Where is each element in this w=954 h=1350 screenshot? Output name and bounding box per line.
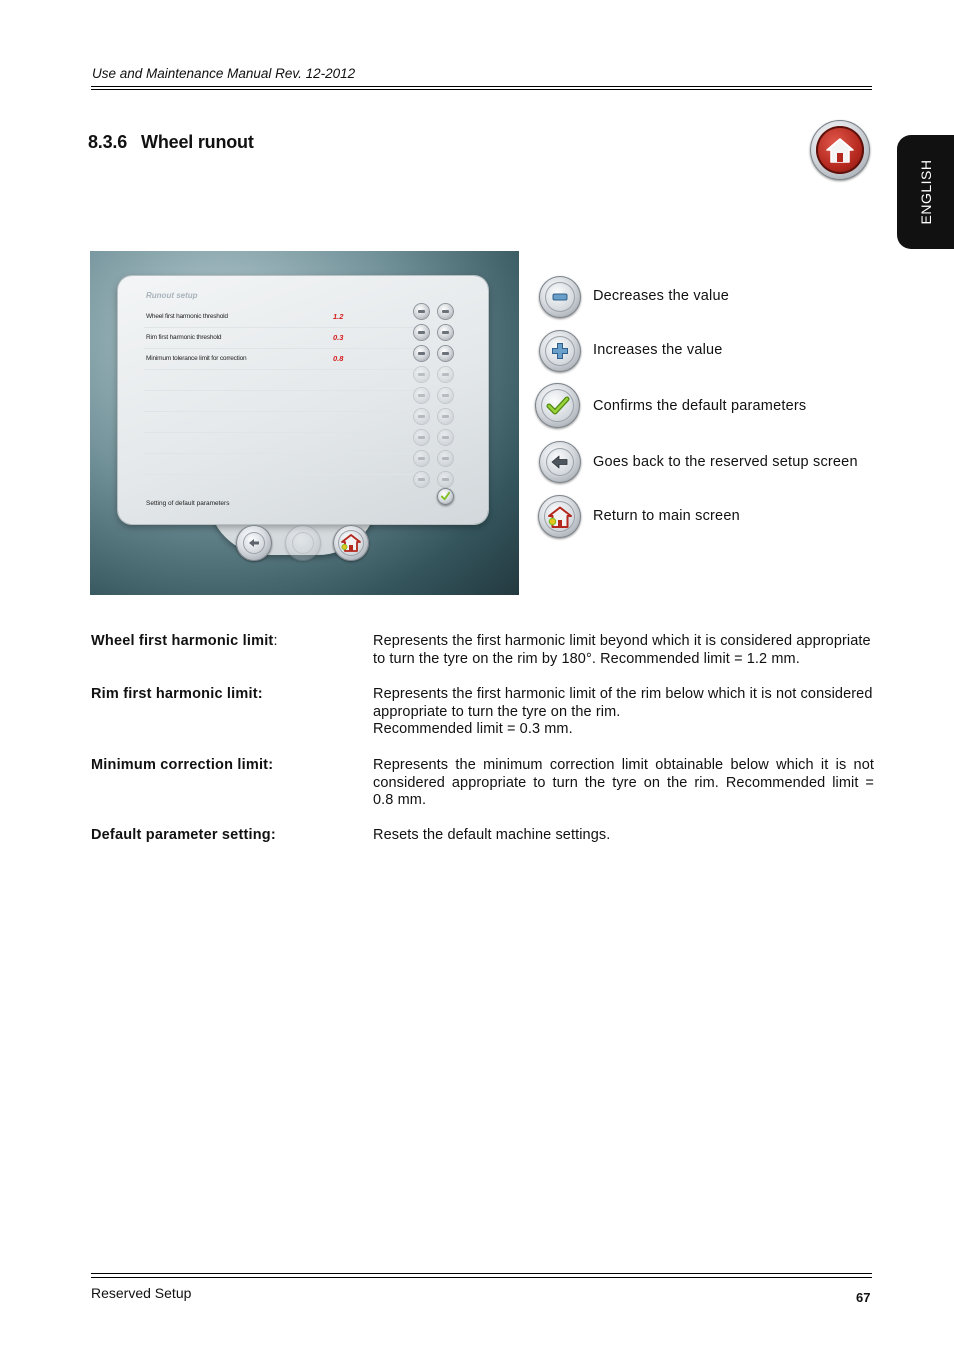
setup-row — [144, 349, 420, 370]
language-label: ENGLISH — [917, 159, 934, 225]
screen-plus-button[interactable] — [438, 304, 453, 319]
term-text: Wheel first harmonic limit — [91, 633, 274, 649]
setup-row — [144, 328, 420, 349]
footer-section-name: Reserved Setup — [91, 1285, 192, 1301]
minus-icon — [552, 292, 568, 302]
back-icon — [551, 455, 569, 469]
screen-minus-button-disabled — [414, 388, 429, 403]
setup-row-empty — [144, 433, 420, 454]
screen-plus-button-disabled — [438, 451, 453, 466]
screen-forward-button-disabled — [285, 525, 321, 561]
setup-row-value: 0.8 — [333, 354, 344, 363]
term-text: Default parameter setting: — [91, 827, 276, 843]
legend-label: Confirms the default parameters — [593, 398, 807, 414]
screen-title: Runout setup — [146, 291, 198, 300]
legend-label: Return to main screen — [593, 508, 740, 524]
page-number: 67 — [856, 1290, 871, 1305]
setup-row-empty — [144, 412, 420, 433]
definition-line: Resets the default machine settings. — [373, 827, 611, 843]
definition-line: Represents the first harmonic limit of the rim below which it is not considered — [373, 686, 873, 702]
setup-row-label: Minimum tolerance limit for correction — [146, 355, 247, 362]
screen-minus-button[interactable] — [414, 325, 429, 340]
legend-label: Increases the value — [593, 342, 723, 358]
definition-line: appropriate to turn the tyre on the rim. — [373, 703, 621, 720]
confirm-default-button[interactable] — [535, 383, 580, 428]
description-definition — [373, 633, 874, 668]
section-number: 8.3.6 — [88, 132, 128, 152]
description-definition — [373, 757, 874, 810]
increase-button[interactable] — [539, 330, 581, 372]
footer-rule-2 — [91, 1277, 872, 1278]
screen-back-button[interactable] — [236, 525, 272, 561]
screen-plus-button-disabled — [438, 367, 453, 382]
description-term — [91, 686, 263, 702]
definition-line: considered appropriate to turn the tyre on the rim. Recommended limit = — [373, 774, 874, 791]
main-home-button[interactable] — [810, 120, 870, 180]
description-term — [91, 633, 278, 649]
description-term — [91, 757, 273, 773]
term-suffix: : — [273, 633, 278, 649]
screen-home-button[interactable] — [333, 525, 369, 561]
setup-row-label: Rim first harmonic threshold — [146, 334, 222, 341]
checkmark-icon — [440, 491, 451, 502]
setup-row — [144, 307, 420, 328]
screen-plus-button-disabled — [438, 409, 453, 424]
back-icon — [248, 538, 260, 548]
decrease-button[interactable] — [539, 276, 581, 318]
home-icon — [548, 506, 572, 528]
legend-label: Goes back to the reserved setup screen — [593, 454, 858, 470]
definition-line: Represents the first harmonic limit beyond which it is considered appropriate — [373, 633, 871, 649]
term-text: Minimum correction limit: — [91, 757, 274, 773]
setup-row-value: 1.2 — [333, 312, 344, 321]
description-term — [91, 827, 276, 843]
screen-plus-button[interactable] — [438, 325, 453, 340]
definition-line: to turn the tyre on the rim by 180°. Recommended limit = 1.2 mm. — [373, 650, 800, 667]
section-heading — [88, 132, 268, 153]
home-icon — [825, 136, 855, 164]
screen-plus-button-disabled — [438, 388, 453, 403]
setup-row-empty — [144, 370, 420, 391]
footer-rule — [91, 1273, 872, 1274]
back-to-setup-button[interactable] — [539, 441, 581, 483]
setup-row-empty — [144, 454, 420, 475]
screen-confirm-button[interactable] — [437, 488, 454, 505]
screen-default-label: Setting of default parameters — [146, 500, 230, 507]
setup-row-empty — [144, 391, 420, 412]
definition-line: Represents the minimum correction limit obtainable below which it is not — [373, 757, 874, 773]
setup-row-value: 0.3 — [333, 333, 344, 342]
setup-row-label: Wheel first harmonic threshold — [146, 313, 228, 320]
screen-minus-button-disabled — [414, 409, 429, 424]
screen-minus-button-disabled — [414, 430, 429, 445]
plus-icon — [551, 342, 569, 360]
section-title: Wheel runout — [141, 132, 254, 152]
header-rule-2 — [91, 89, 872, 90]
screen-minus-button-disabled — [414, 472, 429, 487]
legend-label: Decreases the value — [593, 288, 729, 304]
home-icon — [341, 534, 361, 552]
runout-setup-screenshot — [90, 251, 519, 595]
definition-line: 0.8 mm. — [373, 792, 427, 808]
screen-minus-button-disabled — [414, 367, 429, 382]
definition-line: Recommended limit = 0.3 mm. — [373, 721, 573, 737]
screen-minus-button-disabled — [414, 451, 429, 466]
language-tab — [897, 135, 954, 249]
screen-minus-button[interactable] — [414, 346, 429, 361]
manual-title: Use and Maintenance Manual Rev. 12-2012 — [92, 66, 356, 81]
return-main-button[interactable] — [538, 495, 581, 538]
screen-minus-button[interactable] — [414, 304, 429, 319]
screen-plus-button-disabled — [438, 472, 453, 487]
checkmark-icon — [546, 395, 570, 417]
term-text: Rim first harmonic limit: — [91, 686, 263, 702]
screen-plus-button-disabled — [438, 430, 453, 445]
description-definition — [373, 827, 874, 845]
description-definition — [373, 686, 874, 739]
header-rule — [91, 86, 872, 87]
screen-plus-button[interactable] — [438, 346, 453, 361]
